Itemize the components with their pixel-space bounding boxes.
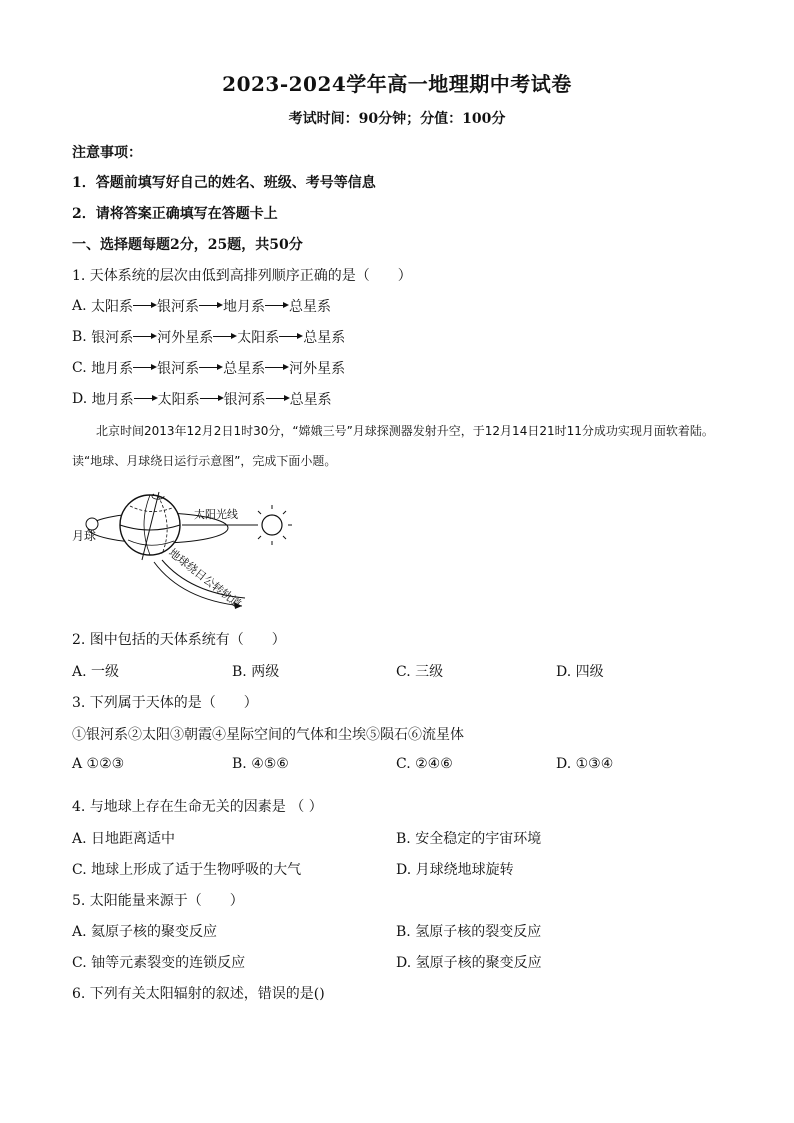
arrow-icon: [279, 332, 303, 342]
question-5-stem: 5. 太阳能量来源于（ ）: [72, 893, 244, 909]
arrow-icon: [265, 363, 289, 373]
question-1-option-d: D. 地月系 太阳系 银河系 总星系: [72, 391, 332, 408]
question-2-option-d: D. 四级: [556, 664, 604, 680]
question-1-option-c: C. 地月系 银河系 总星系 河外星系: [72, 360, 346, 377]
question-4-option-b: B. 安全稳定的宇宙环境: [396, 831, 542, 847]
question-1-option-a: A. 太阳系 银河系 地月系 总星系: [72, 298, 332, 315]
sunlight-label: 太阳光线: [194, 508, 238, 521]
arrow-icon: [133, 301, 157, 311]
question-6-stem: 6. 下列有关太阳辐射的叙述，错误的是(): [72, 986, 325, 1002]
question-3-option-c: C. ②④⑥: [396, 756, 453, 772]
arrow-icon: [134, 394, 158, 404]
question-1-stem: 1. 天体系统的层次由低到高排列顺序正确的是（ ）: [72, 268, 412, 284]
arrow-icon: [200, 394, 224, 404]
question-2-option-c: C. 三级: [396, 664, 444, 680]
question-2-option-b: B. 两级: [232, 664, 280, 680]
earth-moon-orbit-diagram: [70, 488, 310, 613]
question-1-option-b: B. 银河系 河外星系 太阳系 总星系: [72, 329, 346, 346]
question-3-list: ①银河系②太阳③朝霞④星际空间的气体和尘埃⑤陨石⑥流星体: [72, 727, 464, 743]
question-2-option-a: A. 一级: [72, 664, 120, 680]
notice-heading: 注意事项：: [72, 145, 142, 161]
question-5-option-b: B. 氢原子核的裂变反应: [396, 924, 542, 940]
arrow-icon: [213, 332, 237, 342]
question-5-option-c: C. 铀等元素裂变的连锁反应: [72, 955, 246, 971]
arrow-icon: [133, 332, 157, 342]
earth-icon: [120, 495, 180, 555]
question-3-option-a: A ①②③: [72, 756, 125, 772]
question-3-option-b: B. ④⑤⑥: [232, 756, 289, 772]
question-4-option-c: C. 地球上形成了适于生物呼吸的大气: [72, 862, 302, 878]
orbit-label: 地球绕日公转轨道: [166, 546, 244, 611]
question-4-option-d: D. 月球绕地球旋转: [396, 862, 514, 878]
arrow-icon: [199, 363, 223, 373]
arrow-icon: [133, 363, 157, 373]
section-heading: 一、选择题每题2分，25题，共50分: [72, 237, 303, 253]
arrow-icon: [266, 394, 290, 404]
question-5-option-d: D. 氢原子核的聚变反应: [396, 955, 542, 971]
page-title: 2023-2024学年高一地理期中考试卷: [222, 72, 572, 96]
arrow-icon: [199, 301, 223, 311]
notice-item-2: 2．请将答案正确填写在答题卡上: [72, 206, 278, 222]
moon-label: 月球: [72, 529, 97, 543]
question-5-option-a: A. 氦原子核的聚变反应: [72, 924, 218, 940]
arrow-icon: [265, 301, 289, 311]
question-2-stem: 2. 图中包括的天体系统有（ ）: [72, 632, 286, 648]
exam-info: 考试时间：90分钟；分值：100分: [288, 111, 506, 127]
notice-item-1: 1．答题前填写好自己的姓名、班级、考号等信息: [72, 175, 376, 191]
reading-passage: 北京时间2013年12月2日1时30分，“嫦娥三号”月球探测器发射升空，于12月14日21时11分成功实现月面软着陆。读“地球、月球绕日运行示意图”，完成下面小题。: [72, 424, 714, 468]
question-3-option-d: D. ①③④: [556, 756, 614, 772]
question-4-option-a: A. 日地距离适中: [72, 831, 176, 847]
question-4-stem: 4. 与地球上存在生命无关的因素是 （ ）: [72, 799, 323, 815]
question-3-stem: 3. 下列属于天体的是（ ）: [72, 695, 258, 711]
